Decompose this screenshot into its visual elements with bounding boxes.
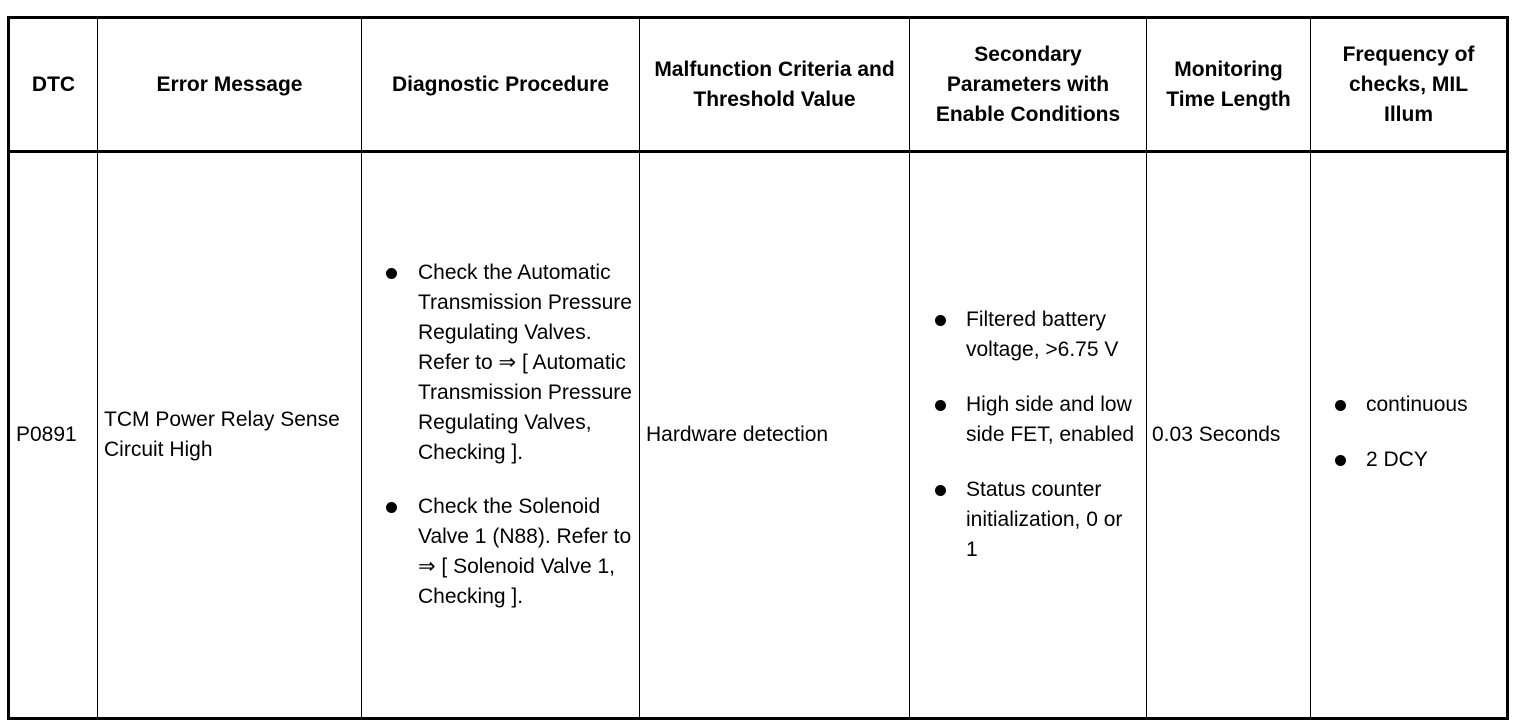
dtc-table: [7, 16, 1509, 720]
header-error-message: Error Message: [98, 18, 362, 152]
frequency-item: continuous: [1366, 390, 1506, 420]
table-body: [9, 152, 1508, 719]
frequency-list: [1366, 390, 1506, 475]
cell-secondary-parameters: [910, 152, 1147, 719]
header-malfunction-criteria: Malfunction Criteria and Threshold Value: [640, 18, 910, 152]
header-monitoring-time: Monitoring Time Length: [1147, 18, 1311, 152]
cell-dtc-code: P0891: [9, 152, 98, 719]
secondary-parameters-list: [966, 305, 1138, 565]
diagnostic-step: Check the Automatic Transmission Pressure Regulating Valves. Refer to ⇒ [ Automatic Transmission Pressure Regulating Valves, Checking ].: [418, 258, 633, 468]
table-header: [9, 18, 1508, 152]
cell-diagnostic-procedure: [362, 152, 640, 719]
header-row: [9, 18, 1508, 152]
cell-frequency: [1311, 152, 1508, 719]
cell-monitoring-time: 0.03 Seconds: [1147, 152, 1311, 719]
header-dtc: DTC: [9, 18, 98, 152]
secondary-parameter: Status counter initialization, 0 or 1: [966, 475, 1138, 565]
header-secondary-parameters: Secondary Parameters with Enable Conditions: [910, 18, 1147, 152]
diagnostic-steps-list: [418, 258, 633, 612]
header-frequency: Frequency of checks, MIL Illum: [1311, 18, 1508, 152]
secondary-parameter: High side and low side FET, enabled: [966, 390, 1138, 450]
diagnostic-step: Check the Solenoid Valve 1 (N88). Refer to ⇒ [ Solenoid Valve 1, Checking ].: [418, 492, 633, 612]
cell-error-message: TCM Power Relay Sense Circuit High: [98, 152, 362, 719]
secondary-parameter: Filtered battery voltage, >6.75 V: [966, 305, 1138, 365]
frequency-item: 2 DCY: [1366, 445, 1506, 475]
table-row: [9, 152, 1508, 719]
header-diagnostic-procedure: Diagnostic Procedure: [362, 18, 640, 152]
cell-malfunction-criteria: Hardware detection: [640, 152, 910, 719]
